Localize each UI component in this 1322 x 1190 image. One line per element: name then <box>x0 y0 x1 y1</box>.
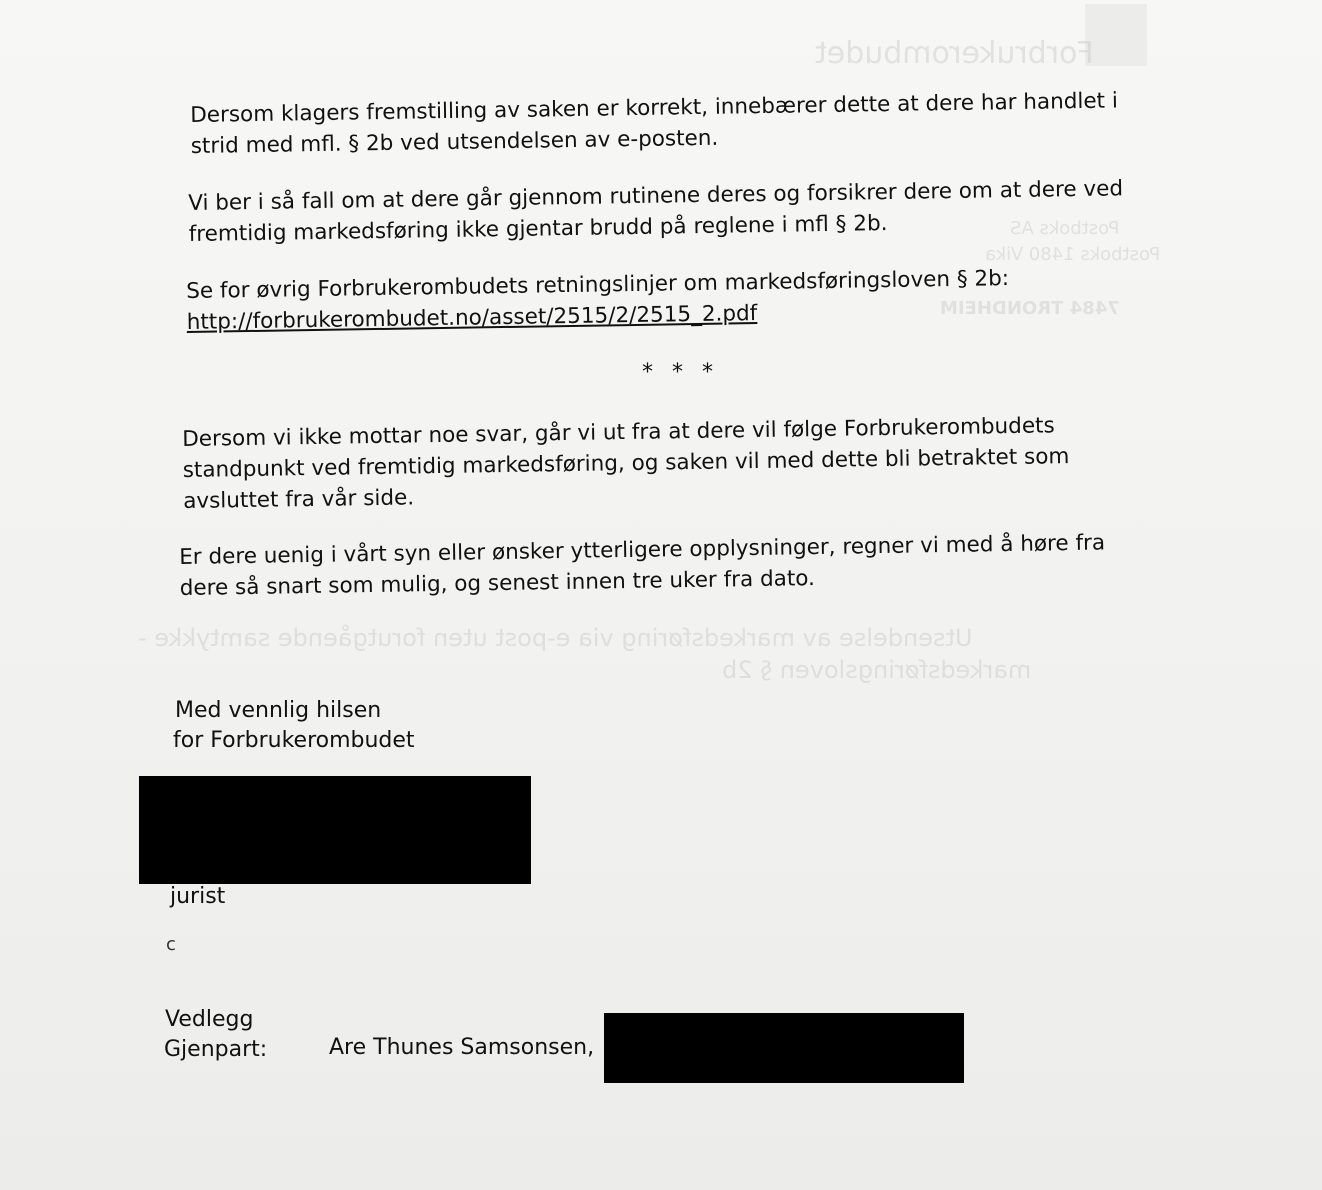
redaction-signature <box>139 776 531 884</box>
guidelines-link[interactable]: http://forbrukerombudet.no/asset/2515/2/2515_2.pdf <box>186 301 758 335</box>
signer-title: jurist <box>170 884 226 909</box>
copy-recipient: Are Thunes Samsonsen, <box>329 1035 595 1060</box>
closing-greeting: Med vennlig hilsen <box>175 698 382 723</box>
copy-label: Gjenpart: <box>164 1037 268 1062</box>
show-through-address-1: Postboks AS <box>1010 218 1120 239</box>
paragraph-1 <box>190 85 1119 162</box>
paragraph-line: standpunkt ved fremtidig markedsføring, og saken vil med dette bli betraktet som <box>182 444 1070 483</box>
paragraph-3 <box>186 263 1010 338</box>
show-through-logo-icon <box>1085 4 1147 66</box>
show-through-subject: Utsendelse av markedsføring via e-post uten forutgående samtykke - <box>138 624 973 652</box>
paragraph-line: Vi ber i så fall om at dere går gjennom rutinene deres og forsikrer dere om at dere ved <box>188 176 1124 216</box>
attachments-label: Vedlegg <box>165 1007 254 1032</box>
separator-stars: * * * <box>642 360 719 385</box>
paragraph-line: dere så snart som mulig, og senest innen tre uker fra dato. <box>179 566 816 601</box>
paragraph-line: strid med mfl. § 2b ved utsendelsen av e-posten. <box>190 125 719 159</box>
paragraph-line: Dersom klagers fremstilling av saken er korrekt, innebærer dette at dere har handlet i <box>190 88 1119 128</box>
paragraph-2 <box>188 173 1124 250</box>
show-through-header: Forbrukerombudet <box>815 36 1094 71</box>
redaction-recipient-details <box>604 1013 964 1083</box>
paragraph-line: fremtidig markedsføring ikke gjentar brudd på reglene i mfl § 2b. <box>188 211 888 247</box>
show-through-subject-2: markedsføringsloven § 2b <box>722 656 1032 684</box>
closing-from: for Forbrukerombudet <box>173 728 415 753</box>
paragraph-line: Er dere uenig i vårt syn eller ønsker ytterligere opplysninger, regner vi med å høre fra <box>179 530 1106 570</box>
show-through-address-2: Postboks 1480 Vika <box>985 244 1161 265</box>
paragraph-5 <box>179 527 1106 604</box>
paragraph-line: Se for øvrig Forbrukerombudets retningslinjer om markedsføringsloven § 2b: <box>186 266 1010 304</box>
show-through-address-3: 7484 TRONDHEIM <box>940 298 1120 319</box>
paragraph-line: avsluttet fra vår side. <box>183 485 415 514</box>
initials-mark: c <box>166 934 176 955</box>
paragraph-line: Dersom vi ikke mottar noe svar, går vi ut fra at dere vil følge Forbrukerombudets <box>182 413 1055 452</box>
paragraph-4 <box>182 410 1070 517</box>
